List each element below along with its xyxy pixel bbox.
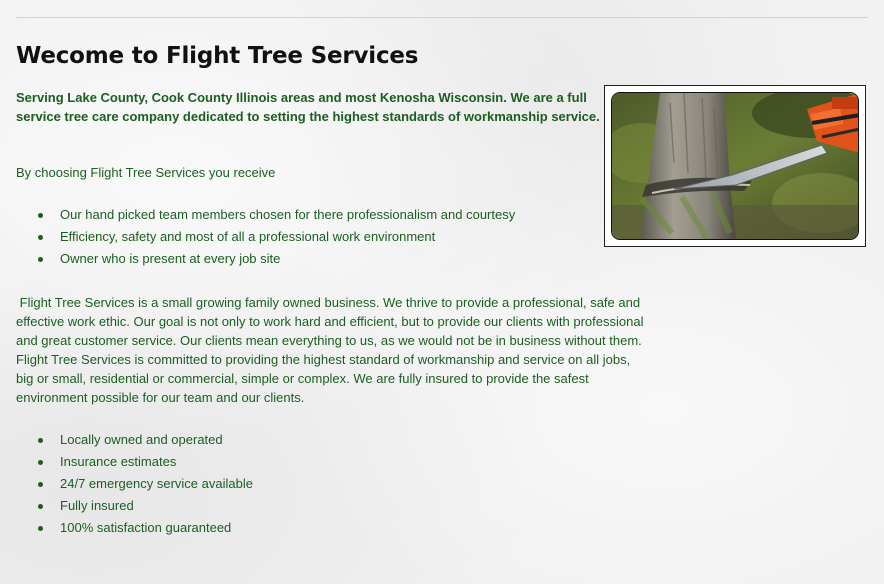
list-item-text: 100% satisfaction guaranteed bbox=[60, 520, 232, 535]
list-item bbox=[16, 248, 515, 270]
chainsaw-cutting-tree-photo bbox=[611, 92, 859, 240]
features-list bbox=[16, 429, 253, 539]
list-item bbox=[16, 451, 253, 473]
bullet-icon bbox=[38, 257, 43, 262]
list-item bbox=[16, 473, 253, 495]
list-item-text: Fully insured bbox=[60, 498, 134, 513]
bullet-icon bbox=[38, 482, 43, 487]
bullet-icon bbox=[38, 460, 43, 465]
page-title: Wecome to Flight Tree Services bbox=[16, 43, 419, 69]
list-item bbox=[16, 517, 253, 539]
top-divider bbox=[16, 17, 868, 18]
about-paragraph bbox=[16, 293, 648, 407]
list-item bbox=[16, 495, 253, 517]
bullet-icon bbox=[38, 213, 43, 218]
tree-photo-illustration bbox=[612, 93, 859, 240]
list-item bbox=[16, 226, 515, 248]
about-text: Flight Tree Services is a small growing family owned business. We thrive to provide a professional, safe and effective work ethic. Our goal is not only to work hard and efficient, but to provide our clients with professional and great customer service. Our clients mean everything to us, as we would not be in business without them. Flight Tree Services is committed to providing the highest standard of workmanship and service on all jobs, big or small, residential or commercial, simple or complex. We are fully insured to provide the safest environment possible for our team and our clients. bbox=[16, 295, 644, 405]
list-item bbox=[16, 429, 253, 451]
bullet-icon bbox=[38, 526, 43, 531]
list-item-text: Insurance estimates bbox=[60, 454, 177, 469]
bullet-icon bbox=[38, 504, 43, 509]
list-item-text: Locally owned and operated bbox=[60, 432, 223, 447]
bullet-icon bbox=[38, 235, 43, 240]
list-item-text: Our hand picked team members chosen for there professionalism and courtesy bbox=[60, 207, 516, 222]
benefits-lead: By choosing Flight Tree Services you receive bbox=[16, 165, 276, 180]
bullet-icon bbox=[38, 438, 43, 443]
list-item bbox=[16, 204, 515, 226]
photo-frame bbox=[604, 85, 866, 247]
intro-paragraph: Serving Lake County, Cook County Illinois areas and most Kenosha Wisconsin. We are a full service tree care company dedicated to setting the highest standards of workmanship service. bbox=[16, 90, 600, 124]
list-item-text: Owner who is present at every job site bbox=[60, 251, 281, 266]
benefits-list bbox=[16, 204, 515, 270]
list-item-text: 24/7 emergency service available bbox=[60, 476, 253, 491]
list-item-text: Efficiency, safety and most of all a professional work environment bbox=[60, 229, 436, 244]
